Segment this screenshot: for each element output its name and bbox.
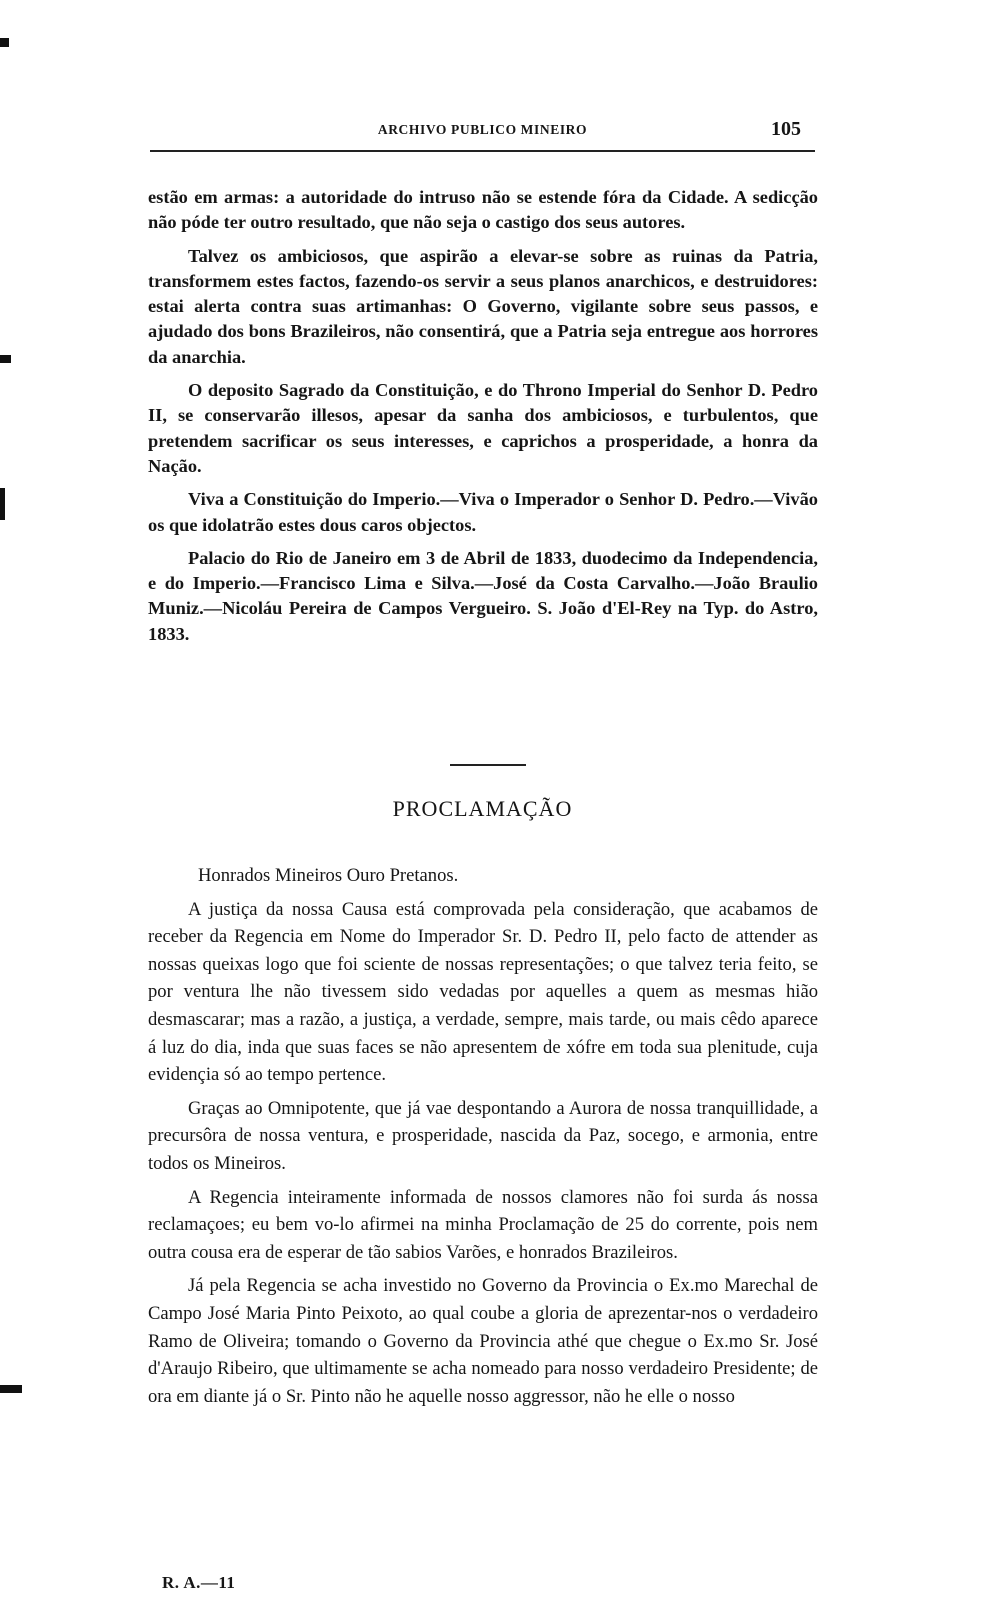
margin-mark [0,1385,22,1393]
running-header [150,118,815,142]
margin-mark [0,355,11,363]
proclamation-text [148,862,818,1416]
running-title: ARCHIVO PUBLICO MINEIRO [377,122,588,137]
section-title: PROCLAMAÇÃO [392,796,573,821]
margin-mark [0,488,5,520]
paragraph: Já pela Regencia se acha investido no Governo da Provincia o Ex.mo Marechal de Campo José Maria Pinto Peixoto, ao qual coube a gloria de aprezentar-nos o verdadeiro Ramo de Oliveira; tomando o Governo da Provincia athé que chegue o Ex.mo Sr. José d'Araujo Ribeiro, que ultimamente se acha nomeado para nosso verdadeiro Presidente; de ora em diante já o Sr. Pinto não he aquelle nosso aggressor, não he elle o nosso [148,1275,818,1407]
paragraph: Graças ao Omnipotente, que já vae despontando a Aurora de nossa tranquillidade, a precursôra de nossa ventura, e prosperidade, nascida da Paz, socego, e armonia, entre todos os Mineiros. [148,1097,818,1174]
paragraph: Talvez os ambiciosos, que aspirão a elevar-se sobre as ruinas da Patria, transformem estes factos, fazendo-os servir a seus planos anarchicos, e destruidores: estai alerta contra suas artimanhas: O Governo, vigilante sobre seus passos, e ajudado dos bons Brazileiros, não consentirá, que a Patria seja entregue aos horrores da anarchia. [148,245,818,367]
paragraph: Palacio do Rio de Janeiro em 3 de Abril de 1833, duodecimo da Independencia, e do Imperio.—Francisco Lima e Silva.—José da Costa Carvalho.—João Braulio Muniz.—Nicoláu Pereira de Campos Vergueiro. S. João d'El-Rey na Typ. do Astro, 1833. [148,547,818,644]
paragraph: A Regencia inteiramente informada de nossos clamores não foi surda ás nossa reclamaçoes; eu bem vo-lo afirmei na minha Proclamação de 25 do corrente, pois nem outra cousa era de esperar de tão sabios Varões, e honrados Brazileiros. [148,1186,818,1263]
header-rule [150,150,815,152]
paragraph: O deposito Sagrado da Constituição, e do Throno Imperial do Senhor D. Pedro II, se conservarão illesos, apesar da sanha dos ambiciosos, e turbulentos, que pretendem sacrificar os seus interesses, e caprichos a prosperidade, a honra da Nação. [148,380,818,476]
paragraph: Viva a Constituição do Imperio.—Viva o Imperador o Senhor D. Pedro.—Vivão os que idolatrão estes dous caros objectos. [148,489,818,535]
section-divider [450,764,526,766]
paragraph: estão em armas: a autoridade do intruso não se estende fóra da Cidade. A sedicção não póde ter outro resultado, que não seja o castigo dos seus autores. [148,187,818,233]
salutation: Honrados Mineiros Ouro Pretanos. [198,865,459,886]
decree-text [148,185,818,655]
paragraph: A justiça da nossa Causa está comprovada pela consideração, que acabamos de receber da Regencia em Nome do Imperador Sr. D. Pedro II, pelo facto de attender as nossas queixas logo que foi sciente de nossas representações; o que talvez teria feito, se por ventura lhe não tivessem sido vedadas por aquelles a quem as mesmas hião desmascarar; mas a razão, a justiça, a verdade, sempre, mais tarde, ou mais cêdo aparece á luz do dia, inda que suas faces se não apresentem de xófre em toda sua plenitude, cuja evidençia só ao tempo pertence. [148,898,818,1086]
page-number: 105 [771,118,801,140]
signature-mark: R. A.—11 [162,1573,236,1592]
margin-mark [0,38,9,47]
